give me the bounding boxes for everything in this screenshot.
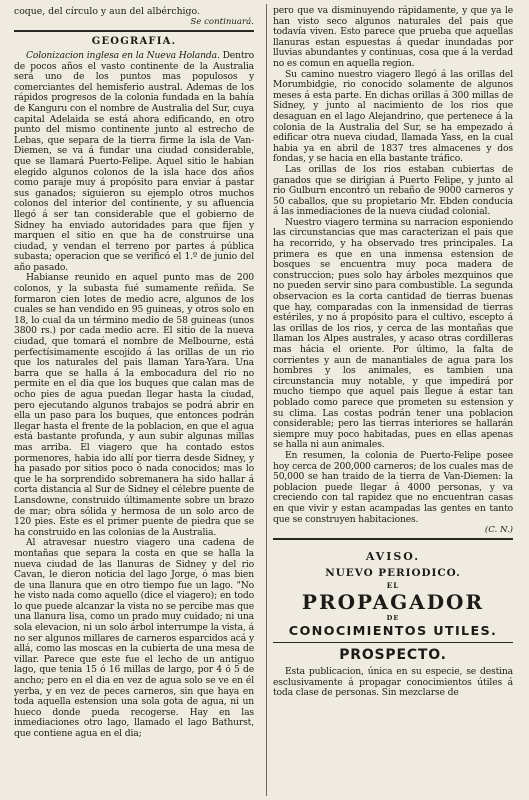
article-signature: (C. N.) — [484, 525, 513, 536]
article-paragraph-6: Las orillas de los rios estaban cubiertas de ganados que se dirigian á Puerto Felipe, y junto al rio Gulburn encontró un rebaño de 9000 carneros y 50 caballos, que su propietario Mr. Ebden conducia á las inmediaciones de la nueva ciudad colonial. — [273, 163, 513, 218]
left-column — [14, 6, 254, 740]
masthead-article: EL — [386, 581, 400, 591]
prospectus-title: PROSPECTO. — [339, 647, 447, 664]
masthead-preposition: DE — [386, 614, 400, 623]
article-paragraph-7: Nuestro viagero termina su narracion esponiendo las circunstancias que mas caracterizan el pais que ha recorrido, y ha observado tres principales. La primera es que en una inmensa estension de bosques se encuentra muy poca madera de construccion; pues solo hay árboles mezquinos que no pueden servir sino para combustible. La segunda observacion es la corta cantidad de tierras buenas que hay, comparadas con la inmensidad de tierras estériles, y no á propósito para el cultivo, escepto á las orillas de los rios, y cerca de las montañas que llaman los Alpes australes, y acaso otras cordilleras mas hácia el oriente. Por último, la falta de corrientes y aun de manantiales de agua para los hombres y los animales, es tambien una circunstancia muy notable, y que impedirá por mucho tiempo que aquel pais llegue á estar tan poblado como parece que prometen su estension y su clima. Las costas podrán tener una poblacion considerable; pero las tierras interiores se hallarán siempre muy poco habitadas, pues en ellas apenas se halla ni aun animales. — [273, 216, 513, 451]
article-paragraph-5: Su camino nuestro viagero llegó á las orillas del Morumbidgie, rio conocido solamente de algunos meses á esta parte. En dichas orillas á 300 millas de Sidney, y junto al nacimiento de los rios que desaguan en el lago Alejandrino, que pertenece á la colonia de la Australia del Sur, se ha empezado á edificar otra nueva ciudad, llamada Yass, en la cual habia ya en abril de 1837 tres almacenes y dos fondas, y se hacia en ella bastante tráfico. — [273, 68, 513, 165]
continued-text-line: coque, del círculo y aun del albérchigo. — [14, 6, 200, 17]
article-paragraph-3: Al atravesar nuestro viagero una cadena de montañas que separa la costa en que se halla la nueva ciudad de las llanuras de Sidney y del rio Cavan, le dieron noticia del lago Jorge, ó mas bien de una llanura que en otro tiempo fue un lago. "No he visto nada como aquello (dice el viagero); en todo lo que puede alcanzar la vista no se percibe mas que una llanura lisa, como un prado muy cuidado; ni una sola elevacion, ni un solo árbol interrumpe la vista, á no ser algunos millares de carneros esparcidos acá y allá, como las moscas en la cubierta de una mesa de villar. Parece que este fue el lecho de un antiguo lago, que tenia 15 ó 16 millas de largo, por 4 ó 5 de ancho; pero en el dia en vez de agua solo se ve en él yerba, y en vez de peces carneros, sin que haya en toda aquella estension una sola gota de agua, ni un hueco donde pueda recogerse. Hay en las inmediaciones otro lago, llamado el lago Bathurst, que contiene agua en el dia; — [14, 537, 254, 739]
continuation-note: Se continuará. — [190, 17, 254, 27]
article-paragraph-1-text: Dentro de pocos años el vasto continente de la Australia será uno de los puntos mas populosos y comerciantes del hemisferio austral. Ademas de los rápidos progresos de la colonia fundada en la bahía de Kanguru con el nombre de Australia del Sur, cuya capital Adelaida se está ahora edificando, en otro punto del mismo continente junto al estrecho de Lebas, que separa de la tierra firme la isla de Van-Diemen, se va á fundar una ciudad considerable, que se llamará Puerto-Felipe. Aquel sitio le habian elegido algunos colonos de la isla hace dos años como paraje muy á propósito para enviar á pastar sus ganados; siguieron su ejemplo otros muchos colonos del interior del continente, y su afluencia llegó á ser tan considerable que el gobierno de Sidney ha enviado autoridades para que fijen y marquen el sitio en que ha de construirse una ciudad, y vendan el terreno por partes á pública subasta; operacion que se verificó el 1.º de junio del año pasado. — [14, 50, 254, 273]
article-heading: Colonizacion inglesa en la Nueva Holanda. — [26, 50, 220, 61]
masthead-subtitle: CONOCIMIENTOS UTILES. — [288, 624, 498, 640]
masthead-rule — [273, 642, 513, 643]
article-paragraph-4: pero que va disminuyendo rápidamente, y que ya le han visto seco algunos naturales del pais que todavía viven. Esto parece que prueba que aquellas llanuras estan espuestas á quedar inundadas por lluvias abundantes y continuas, cosa que á la verdad no es comun en aquella region. — [273, 5, 513, 69]
article-paragraph-1 — [14, 51, 254, 273]
right-column — [273, 6, 513, 699]
masthead-title: PROPAGADOR — [301, 590, 485, 615]
article-paragraph-8: En resumen, la colonia de Puerto-Felipe posee hoy cerca de 200,000 carneros; de los cuales mas de 50,000 se han traido de la tierra de Van-Diemen: la poblacion puede llegar á 4000 personas, y va creciendo con tal rapidez que no encuentran casas en que vivir y estan acampadas las gentes en tanto que se construyen habitaciones. — [273, 449, 513, 525]
article-paragraph-2: Habianse reunido en aquel punto mas de 200 colonos, y la subasta fué sumamente reñida. Se formaron cien lotes de medio acre, algunos de los cuales se han vendido en 95 guineas, y otros solo en 18, lo cual da un término medio de 58 guineas (unos 3800 rs.) por cada medio acre. El sitio de la nueva ciudad, que tomará el nombre de Melbourne, está perfectísimamente escojido á las orillas de un rio que los naturales del pais llaman Yara-Yara. Una barra que se halla á la embocadura del rio no permite en el dia que los buques que calan mas de ocho pies de agua puedan llegar hasta la ciudad, pero ejecutando algunos trabajos se podrá abrir en ella un paso para los buques, que entonces podrán llegar hasta el frente de la poblacion, en que el agua está bastante profunda, y aun subir algunas millas mas arriba. El viagero que ha contado estos pormenores, habia ido allí por tierra desde Sidney, y ha pasado por sitios poco ó nada conocidos; mas lo que le ha sorprendido sobremanera ha sido hallar á corta distancia al Sur de Sidney el célebre puente de Lansdowne, construido últimamente sobre un brazo de mar; obra sólida y hermosa de un solo arco de 120 pies. Este es el primer puente de piedra que se ha construido en las colonias de la Australia. — [14, 272, 254, 538]
column-rule — [266, 4, 267, 796]
notice-title: AVISO. — [365, 550, 421, 564]
section-divider — [14, 30, 254, 32]
prospectus-paragraph: Esta publicacion, única en su especie, se destina esclusivamente á propagar conocimientos útiles á toda clase de personas. Sin mezclarse de — [273, 666, 513, 699]
section-title: GEOGRAFIA. — [91, 36, 177, 47]
new-periodical-title: NUEVO PERIODICO. — [325, 567, 461, 580]
notice-divider — [273, 538, 513, 540]
